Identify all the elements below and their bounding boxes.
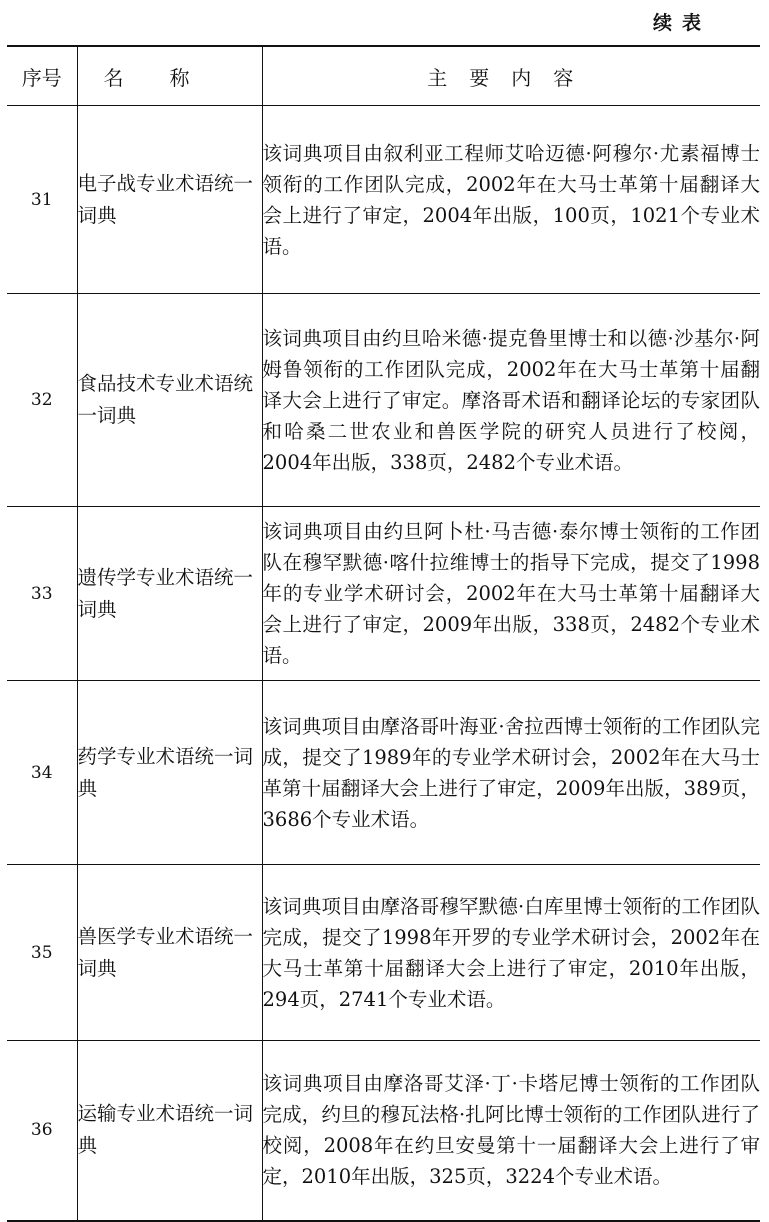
row-dictionary-name: 电子战专业术语统一词典 <box>77 106 262 294</box>
row-dictionary-name: 药学专业术语统一词典 <box>77 681 262 865</box>
row-serial-number: 35 <box>7 865 77 1041</box>
row-dictionary-name: 兽医学专业术语统一词典 <box>77 865 262 1041</box>
row-main-content: 该词典项目由摩洛哥穆罕默德·白库里博士领衔的工作团队完成，提交了1998年开罗的专业学术研讨会，2002年在大马士革第十届翻译大会上进行了审定，2010年出版，294页，2741个专业术语。 <box>262 865 760 1041</box>
row-dictionary-name: 食品技术专业术语统一词典 <box>77 294 262 507</box>
row-main-content: 该词典项目由叙利亚工程师艾哈迈德·阿穆尔·尤素福博士领衔的工作团队完成，2002年在大马士革第十届翻译大会上进行了审定，2004年出版，100页，1021个专业术语。 <box>262 106 760 294</box>
header-main-content: 主要内容 <box>262 46 760 106</box>
row-main-content: 该词典项目由摩洛哥艾泽·丁·卡塔尼博士领衔的工作团队完成，约旦的穆瓦法格·扎阿比博士领衔的工作团队进行了校阅，2008年在约旦安曼第十一届翻译大会上进行了审定，2010年出版，325页，3224个专业术语。 <box>262 1041 760 1221</box>
row-main-content: 该词典项目由约旦阿卜杜·马吉德·泰尔博士领衔的工作团队在穆罕默德·喀什拉维博士的指导下完成，提交了1998年的专业学术研讨会，2002年在大马士革第十届翻译大会上进行了审定，2009年出版，338页，2482个专业术语。 <box>262 507 760 681</box>
header-name: 名称 <box>77 46 262 106</box>
table-header-row <box>7 46 760 106</box>
continued-table-label: 续表 <box>652 12 711 34</box>
row-dictionary-name: 遗传学专业术语统一词典 <box>77 507 262 681</box>
table-row <box>7 294 760 507</box>
table-row <box>7 865 760 1041</box>
table-row <box>7 106 760 294</box>
table-row <box>7 507 760 681</box>
row-main-content: 该词典项目由约旦哈米德·提克鲁里博士和以德·沙基尔·阿姆鲁领衔的工作团队完成，2002年在大马士革第十届翻译大会上进行了审定。摩洛哥术语和翻译论坛的专家团队和哈桑二世农业和兽医学院的研究人员进行了校阅，2004年出版，338页，2482个专业术语。 <box>262 294 760 507</box>
row-serial-number: 31 <box>7 106 77 294</box>
header-serial-number: 序号 <box>7 46 77 106</box>
row-serial-number: 32 <box>7 294 77 507</box>
row-main-content: 该词典项目由摩洛哥叶海亚·舍拉西博士领衔的工作团队完成，提交了1989年的专业学术研讨会，2002年在大马士革第十届翻译大会上进行了审定，2009年出版，389页，3686个专业术语。 <box>262 681 760 865</box>
row-serial-number: 33 <box>7 507 77 681</box>
dictionary-table <box>7 45 760 1222</box>
row-serial-number: 34 <box>7 681 77 865</box>
row-dictionary-name: 运输专业术语统一词典 <box>77 1041 262 1221</box>
row-serial-number: 36 <box>7 1041 77 1221</box>
table-row <box>7 1041 760 1221</box>
table-row <box>7 681 760 865</box>
